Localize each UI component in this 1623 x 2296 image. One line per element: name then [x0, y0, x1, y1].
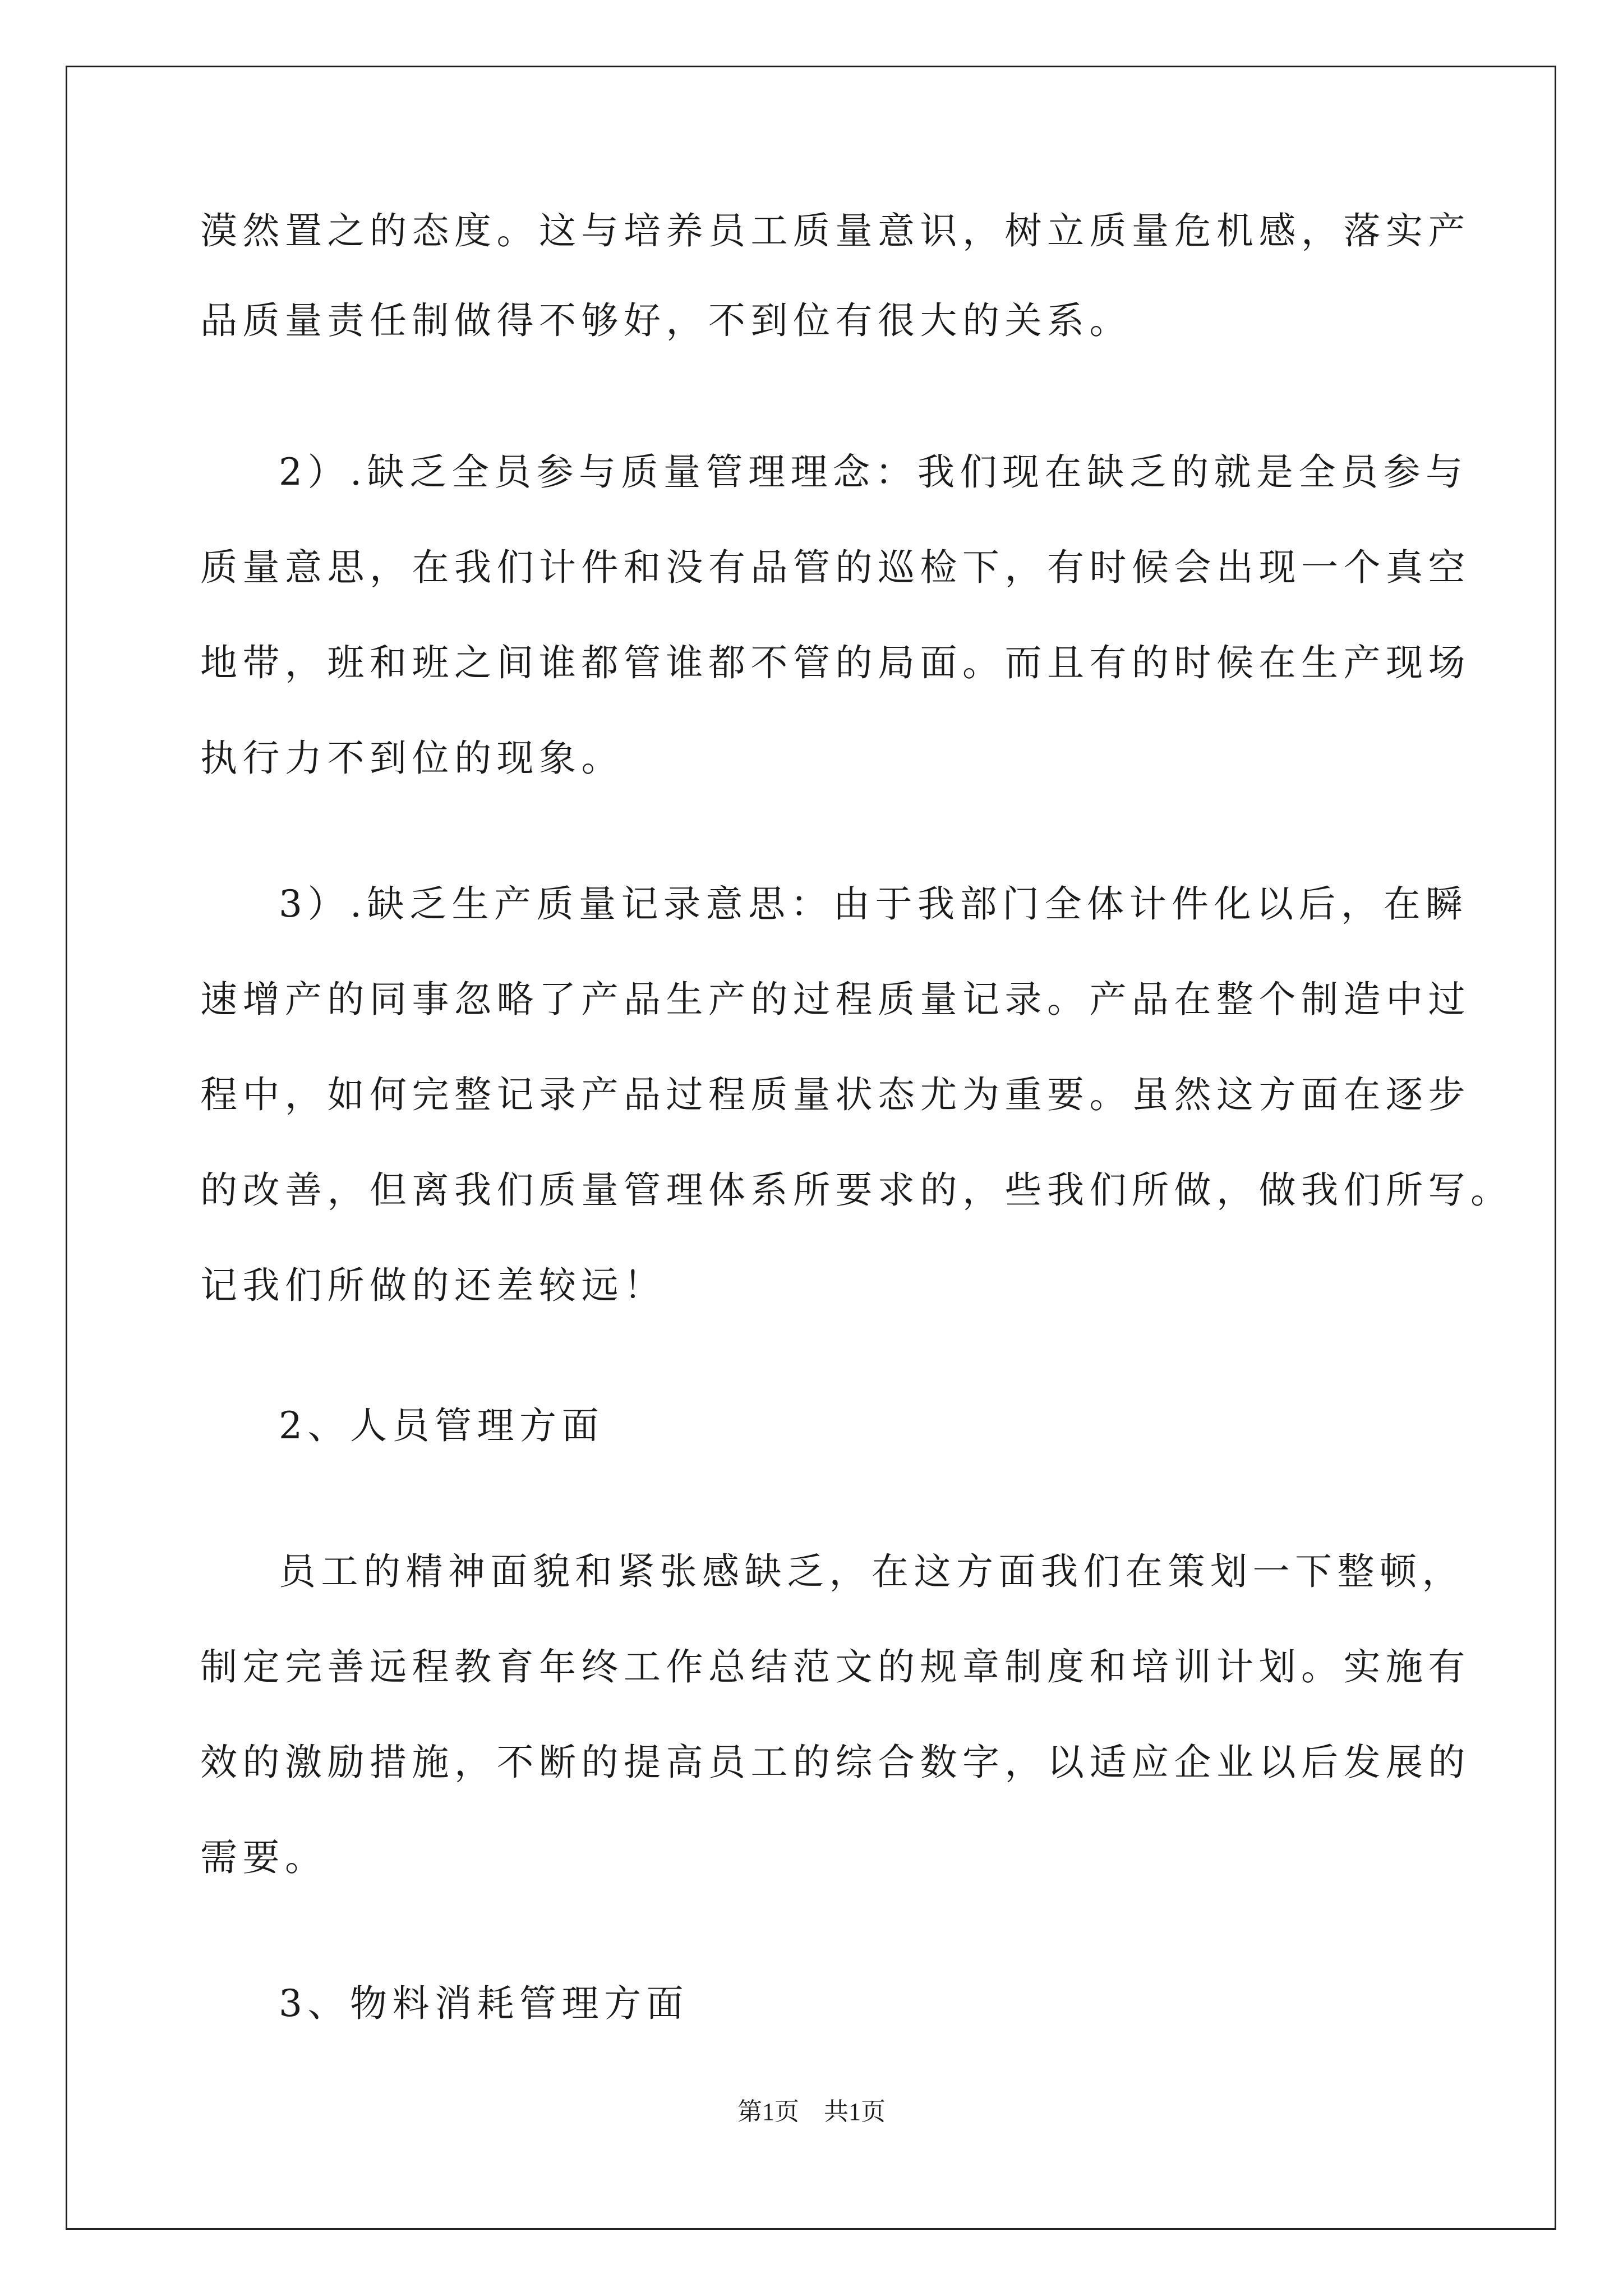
page-border	[66, 66, 1556, 2230]
paragraph-line: 执行力不到位的现象。	[200, 737, 624, 780]
section-heading: 3、物料消耗管理方面	[279, 1982, 689, 2025]
paragraph-line: 记我们所做的还差较远！	[200, 1264, 666, 1307]
section-heading: 2、人员管理方面	[279, 1404, 604, 1447]
paragraph-line: 程中，如何完整记录产品过程质量状态尤为重要。虽然这方面在逐步	[200, 1073, 1470, 1116]
paragraph-line: 2）.缺乏全员参与质量管理理念：我们现在缺乏的就是全员参与	[279, 450, 1468, 494]
paragraph-line: 质量意思，在我们计件和没有品管的巡检下，有时候会出现一个真空	[200, 546, 1470, 589]
paragraph-line: 需要。	[200, 1836, 328, 1879]
paragraph-line: 漠然置之的态度。这与培养员工质量意识，树立质量危机感，落实产	[200, 209, 1470, 252]
paragraph-line: 制定完善远程教育年终工作总结范文的规章制度和培训计划。实施有	[200, 1645, 1470, 1688]
page-number: 第1页 共1页	[737, 2098, 886, 2125]
paragraph-line: 的改善，但离我们质量管理体系所要求的，些我们所做，做我们所写。	[200, 1168, 1513, 1212]
paragraph-line: 3）.缺乏生产质量记录意思：由于我部门全体计件化以后，在瞬	[279, 882, 1468, 926]
paragraph-line: 地带，班和班之间谁都管谁都不管的局面。而且有的时候在生产现场	[200, 641, 1470, 684]
paragraph-line: 效的激励措施，不断的提高员工的综合数字，以适应企业以后发展的	[200, 1741, 1470, 1784]
paragraph-line: 员工的精神面貌和紧张感缺乏，在这方面我们在策划一下整顿，	[279, 1550, 1464, 1593]
paragraph-line: 品质量责任制做得不够好，不到位有很大的关系。	[200, 299, 1132, 342]
paragraph-line: 速增产的同事忽略了产品生产的过程质量记录。产品在整个制造中过	[200, 978, 1470, 1021]
